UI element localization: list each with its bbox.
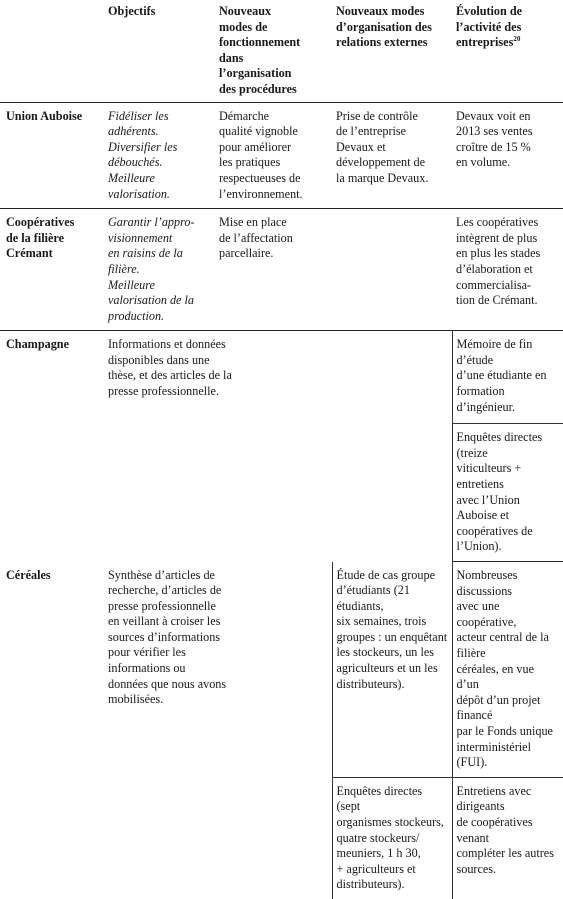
text-line: données que nous avons	[108, 676, 227, 691]
header-nouveaux-modes-fonctionnement	[215, 4, 332, 102]
text-line: compléter les autres	[456, 846, 554, 861]
text-line: Meilleure	[108, 277, 155, 292]
text-line: acteur central de la filière	[456, 630, 549, 660]
text-line: Enquêtes directes (treize	[456, 430, 543, 460]
text-line: Coopératives	[6, 215, 75, 230]
text-line: formation d’ingénieur.	[456, 384, 516, 414]
text-line: sources.	[456, 861, 497, 876]
text-line: adhérents.	[108, 124, 159, 139]
cell-champagne-memoire	[452, 331, 563, 424]
text-line: Garantir l’appro-	[108, 215, 195, 230]
row-label-cereales: Céréales	[6, 567, 51, 582]
header-objectifs: Objectifs	[104, 4, 215, 102]
cell-cremant-relations	[332, 209, 452, 331]
comparison-table	[0, 4, 563, 899]
text-line: Informations et données	[108, 337, 226, 352]
cell-champagne-enquetes	[452, 424, 563, 562]
text-line: des procédures	[219, 81, 297, 96]
text-line: fonctionnement	[219, 35, 301, 50]
text-line: Les coopératives	[456, 215, 539, 230]
row-label-cremant	[0, 209, 104, 331]
text-line: relations externes	[336, 35, 428, 50]
cell-cremant-fonctionnement	[215, 209, 332, 331]
text-line: Évolution de	[456, 4, 523, 18]
text-line: modes de	[219, 19, 268, 34]
text-line: filière.	[108, 261, 140, 276]
text-line: production.	[108, 308, 165, 323]
text-line: respectueuses de	[219, 170, 301, 185]
text-line: avec une coopérative,	[456, 599, 517, 629]
text-line: presse professionnelle.	[108, 384, 220, 399]
row-cremant	[0, 209, 563, 331]
cell-ua-relations	[332, 102, 452, 209]
text-line: 2013 ses ventes	[456, 124, 533, 139]
text-line: Synthèse d’articles de	[108, 567, 215, 582]
row-champagne-1	[0, 331, 563, 424]
text-line: croître de 15 %	[456, 139, 531, 154]
text-line: Prise de contrôle	[336, 108, 418, 123]
text-line: la marque Devaux.	[336, 170, 429, 185]
text-line: débouchés.	[108, 155, 163, 170]
text-line: en volume.	[456, 155, 511, 170]
text-line: thèse, et des articles de la	[108, 368, 232, 383]
text-line: parcellaire.	[219, 246, 274, 261]
text-line: coopératives de l’Union).	[456, 523, 533, 554]
text-line: visionnement	[108, 230, 173, 245]
text-line: distributeurs).	[336, 877, 405, 892]
text-line: pour améliorer	[219, 139, 292, 154]
text-line: presse professionnelle	[108, 598, 216, 613]
text-line: d’étudiants (21 étudiants,	[336, 583, 410, 613]
text-line: disponibles dans une	[108, 352, 210, 367]
text-line: Devaux et	[336, 139, 386, 154]
text-line: de l’affectation	[219, 230, 293, 245]
text-line: sources d’informations	[108, 629, 221, 644]
text-line: l’organisation	[219, 66, 292, 81]
text-line: d’élaboration et	[456, 261, 533, 276]
text-line: de la filière	[6, 230, 64, 245]
cell-cereales-enquetes	[332, 777, 452, 899]
cell-ua-fonctionnement	[215, 102, 332, 209]
text-line: Mise en place	[219, 215, 287, 230]
text-line: entreprises$^{20}$	[456, 35, 521, 50]
text-line: Nouveaux modes	[336, 4, 425, 18]
text-line: céréales, en vue d’un	[456, 661, 534, 692]
text-line: de coopératives venant	[456, 814, 533, 845]
text-line: intègrent de plus	[456, 230, 538, 245]
text-line: en plus les stades	[456, 246, 541, 261]
text-line: Nouveaux	[219, 4, 272, 18]
text-line: pour vérifier les	[108, 645, 186, 660]
text-line: d’une étudiante en	[456, 368, 547, 383]
header-nouveaux-modes-relations	[332, 4, 452, 102]
cell-cremant-objectifs	[104, 209, 215, 331]
footnote-marker: 20	[513, 35, 521, 44]
row-union-auboise	[0, 102, 563, 209]
text-line: dans	[219, 50, 244, 65]
row-label-union-auboise: Union Auboise	[0, 102, 104, 209]
text-line: Enquêtes directes (sept	[336, 783, 423, 814]
text-line: valorisation.	[108, 186, 170, 201]
text-line: avec l’Union Auboise et	[456, 492, 520, 523]
text-line: mobilisées.	[108, 692, 164, 707]
cell-cereales-etude	[332, 562, 452, 778]
text-line: d’organisation des	[336, 19, 432, 34]
text-line: dépôt d’un projet financé	[456, 692, 541, 723]
text-line: en raisins de la	[108, 246, 183, 261]
text-line: organismes stockeurs,	[336, 814, 444, 829]
text-line: de l’entreprise	[336, 124, 407, 139]
text-line: viticulteurs + entretiens	[456, 461, 522, 492]
text-line: interministériel (FUI).	[456, 739, 531, 770]
text-line: Étude de cas groupe	[336, 567, 435, 582]
text-line: meuniers, 1 h 30,	[336, 846, 421, 861]
text-line: Fidéliser les	[108, 108, 169, 123]
text-line: recherche, d’articles de	[108, 583, 222, 598]
text-line: Mémoire de fin d’étude	[456, 337, 533, 367]
header-row	[0, 4, 563, 102]
text-line: l’environnement.	[219, 186, 303, 201]
text-line: qualité vignoble	[219, 124, 298, 139]
text-line: distributeurs).	[336, 676, 405, 691]
text-line: en veillant à croiser les	[108, 614, 221, 629]
text-line: valorisation de la	[108, 293, 194, 308]
text-line: + agriculteurs et	[336, 861, 416, 876]
text-line: les stockeurs, un les	[336, 645, 434, 660]
text-line: Entretiens avec dirigeants	[456, 783, 532, 814]
text-line: Démarche	[219, 108, 270, 123]
cell-cremant-evolution	[452, 209, 563, 331]
text-line: informations ou	[108, 661, 186, 676]
cell-cereales-entretiens	[452, 777, 563, 899]
text-line: quatre stockeurs/	[336, 830, 420, 845]
text-line: Meilleure	[108, 170, 155, 185]
text-line: six semaines, trois	[336, 614, 427, 629]
cell-ua-evolution	[452, 102, 563, 209]
text-line: par le Fonds unique	[456, 723, 553, 738]
text-line: développement de	[336, 155, 426, 170]
text-line: tion de Crémant.	[456, 293, 538, 308]
cell-cereales-discussions	[452, 562, 563, 778]
text-line: commercialisa-	[456, 277, 532, 292]
header-empty	[0, 4, 104, 102]
text-line: l’activité des	[456, 19, 522, 34]
cell-ua-objectifs	[104, 102, 215, 209]
text-line: les pratiques	[219, 155, 281, 170]
text-line: Crémant	[6, 246, 53, 261]
row-label-champagne: Champagne	[6, 337, 69, 352]
text-line: Devaux voit en	[456, 108, 531, 123]
text-line: agriculteurs et un les	[336, 661, 438, 676]
row-cereales-1	[0, 562, 563, 778]
text-line: groupes : un enquêtant	[336, 629, 448, 644]
text-line: Diversifier les	[108, 139, 178, 154]
header-evolution-text	[456, 4, 559, 51]
cell-cereales-synthese	[104, 562, 332, 899]
text-line: Nombreuses discussions	[456, 568, 518, 598]
header-evolution-activite	[452, 4, 563, 102]
cell-champagne-informations	[104, 331, 452, 562]
